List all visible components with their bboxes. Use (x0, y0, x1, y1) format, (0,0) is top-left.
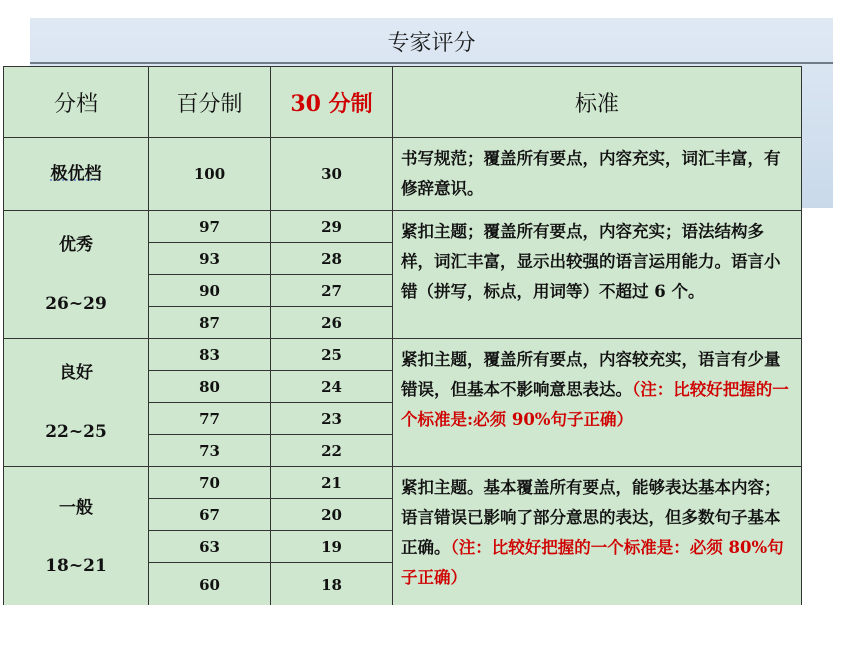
grade-cell (4, 211, 149, 339)
thirty-score: 20 (271, 499, 393, 531)
hundred-score: 100 (149, 138, 271, 211)
grade-range: 26~29 (45, 293, 107, 314)
header-grade: 分档 (4, 67, 149, 138)
thirty-score: 18 (271, 563, 393, 608)
thirty-score: 28 (271, 243, 393, 275)
hundred-score: 77 (149, 403, 271, 435)
hundred-score: 67 (149, 499, 271, 531)
header-standard: 标准 (393, 67, 802, 138)
header-hundred: 百分制 (149, 67, 271, 138)
standard-note: （注：比较好把握的一个标准是：必须 80%句子正确） (401, 538, 784, 587)
hundred-score: 97 (149, 211, 271, 243)
hundred-score: 83 (149, 339, 271, 371)
slide-title: 专家评分 (387, 31, 476, 56)
scoring-table (3, 66, 802, 608)
title-divider (30, 62, 833, 64)
grade-name: 极优档 (50, 163, 102, 184)
thirty-score: 25 (271, 339, 393, 371)
header-thirty: 30 分制 (271, 67, 393, 138)
grade-cell (4, 138, 149, 211)
grade-name: 良好 (59, 363, 93, 384)
hundred-score: 63 (149, 531, 271, 563)
hundred-score: 60 (149, 563, 271, 608)
header-row (4, 67, 802, 138)
table-row (4, 467, 802, 499)
standard-cell (393, 138, 802, 211)
thirty-score: 27 (271, 275, 393, 307)
table-row (4, 211, 802, 243)
standard-text: 紧扣主题；覆盖所有要点，内容充实；语法结构多样，词汇丰富，显示出较强的语言运用能力。语言小错（拼写，标点，用词等）不超过 6 个。 (401, 222, 781, 301)
bottom-crop (0, 605, 860, 645)
grade-range: 22~25 (45, 421, 107, 442)
hundred-score: 87 (149, 307, 271, 339)
standard-text: 紧扣主题。基本覆盖所有要点，能够表达基本内容；语言错误已影响了部分意思的表达，但多数句子基本正确。 (401, 478, 781, 557)
thirty-score: 22 (271, 435, 393, 467)
thirty-score: 19 (271, 531, 393, 563)
table-row (4, 138, 802, 211)
thirty-score: 24 (271, 371, 393, 403)
grade-cell (4, 467, 149, 608)
standard-cell (393, 211, 802, 339)
thirty-score: 23 (271, 403, 393, 435)
table-row (4, 339, 802, 371)
hundred-score: 70 (149, 467, 271, 499)
hundred-score: 73 (149, 435, 271, 467)
grade-name: 一般 (59, 497, 93, 518)
standard-cell (393, 467, 802, 608)
thirty-score: 21 (271, 467, 393, 499)
thirty-score: 26 (271, 307, 393, 339)
standard-text: 书写规范；覆盖所有要点，内容充实，词汇丰富，有修辞意识。 (401, 149, 781, 198)
thirty-score: 29 (271, 211, 393, 243)
standard-cell (393, 339, 802, 467)
thirty-score: 30 (271, 138, 393, 211)
grade-cell (4, 339, 149, 467)
standard-note: （注：比较好把握的一个标准是:必须 90%句子正确） (401, 380, 789, 429)
grade-range: 18~21 (45, 556, 107, 576)
hundred-score: 80 (149, 371, 271, 403)
grade-name: 优秀 (59, 235, 93, 256)
hundred-score: 93 (149, 243, 271, 275)
standard-text: 紧扣主题，覆盖所有要点，内容较充实，语言有少量错误，但基本不影响意思表达。 (401, 350, 781, 399)
hundred-score: 90 (149, 275, 271, 307)
